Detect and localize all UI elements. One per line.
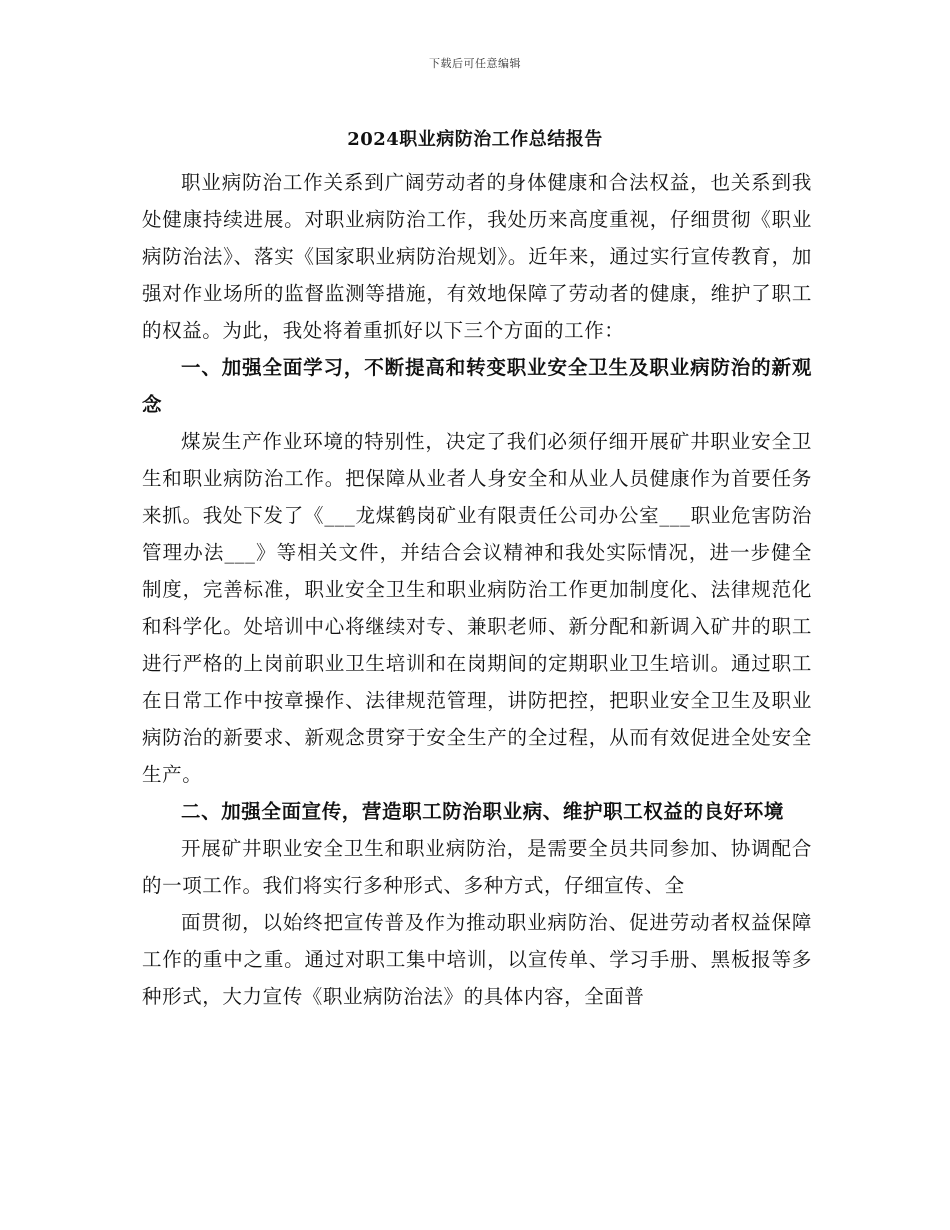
section-heading-2: 二、加强全面宣传，营造职工防治职业病、维护职工权益的良好环境 xyxy=(181,800,785,823)
section-heading-1: 一、加强全面学习，不断提高和转变职业安全卫生及职业病防治的新观念 xyxy=(142,356,812,416)
paragraph-section-1: 煤炭生产作业环境的特别性，决定了我们必须仔细开展矿井职业安全卫生和职业病防治工作。把保障从业者人身安全和从业人员健康作为首要任务来抓。我处下发了《___龙煤鹤岗矿业有限责任公司办公室___职业危害防治管理办法___》等相关文件，并结合会议精神和我处实际情况，进一步健全制度，完善标准，职业安全卫生和职业病防治工作更加制度化、法律规范化和科学化。处培训中心将继续对专、兼职老师、新分配和新调入矿井的职工进行严格的上岗前职业卫生培训和在岗期间的定期职业卫生培训。通过职工在日常工作中按章操作、法律规范管理，讲防把控，把职业安全卫生及职业病防治的新要求、新观念贯穿于安全生产的全过程，从而有效促进全处安全生产。 xyxy=(142,430,812,786)
header-note: 下载后可任意编辑 xyxy=(429,57,521,70)
document-title: 2024职业病防治工作总结报告 xyxy=(347,129,603,150)
paragraph-section-2-cont: 面贯彻，以始终把宣传普及作为推动职业病防治、促进劳动者权益保障工作的重中之重。通过对职工集中培训，以宣传单、学习手册、黑板报等多种形式，大力宣传《职业病防治法》的具体内容，全面普 xyxy=(142,911,812,1008)
document-body xyxy=(142,164,812,1015)
paragraph-intro: 职业病防治工作关系到广阔劳动者的身体健康和合法权益，也关系到我处健康持续进展。对职业病防治工作，我处历来高度重视，仔细贯彻《职业病防治法》、落实《国家职业病防治规划》。近年来，通过实行宣传教育，加强对作业场所的监督监测等措施，有效地保障了劳动者的健康，维护了职工的权益。为此，我处将着重抓好以下三个方面的工作： xyxy=(142,171,812,342)
paragraph-section-2: 开展矿井职业安全卫生和职业病防治，是需要全员共同参加、协调配合的一项工作。我们将实行多种形式、多种方式，仔细宣传、全 xyxy=(142,837,812,897)
